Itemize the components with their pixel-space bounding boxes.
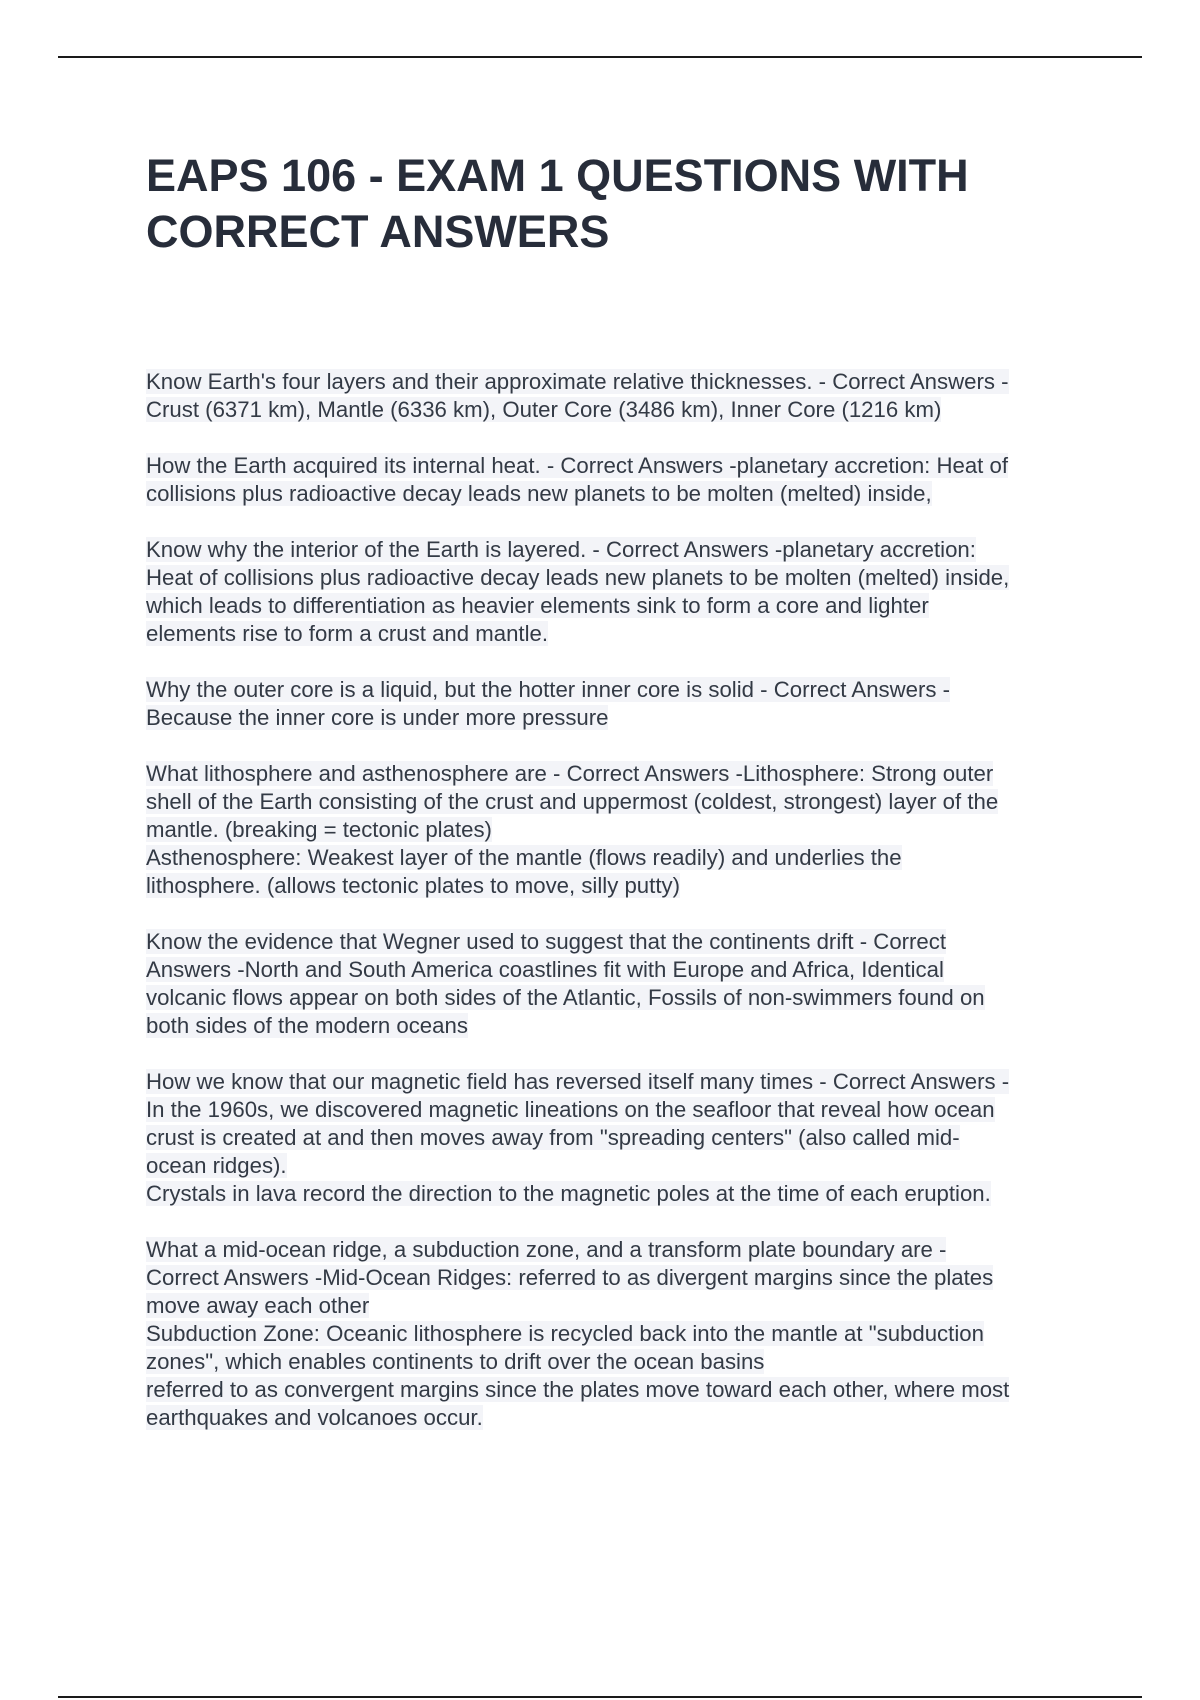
- qa-line: earthquakes and volcanoes occur.: [146, 1405, 483, 1430]
- qa-line: Answers -North and South America coastlines fit with Europe and Africa, Identical: [146, 957, 944, 982]
- qa-line: Know why the interior of the Earth is layered. - Correct Answers -planetary accretion:: [146, 537, 976, 562]
- qa-line: Correct Answers -Mid-Ocean Ridges: referred to as divergent margins since the plates: [146, 1265, 994, 1290]
- qa-line: move away each other: [146, 1293, 370, 1318]
- qa-list: [146, 368, 1092, 1460]
- qa-line: Because the inner core is under more pressure: [146, 705, 609, 730]
- qa-entry-continental-drift: [146, 928, 1092, 1040]
- qa-entry-earth-layers: [146, 368, 1092, 424]
- qa-line: crust is created at and then moves away from "spreading centers" (also called mid-: [146, 1125, 960, 1150]
- qa-line: referred to as convergent margins since the plates move toward each other, where most: [146, 1377, 1010, 1402]
- qa-line: Crust (6371 km), Mantle (6336 km), Outer Core (3486 km), Inner Core (1216 km): [146, 397, 942, 422]
- qa-line: zones", which enables continents to drift over the ocean basins: [146, 1349, 765, 1374]
- qa-line: Know Earth's four layers and their approximate relative thicknesses. - Correct Answers -: [146, 369, 1009, 394]
- qa-line: Asthenosphere: Weakest layer of the mantle (flows readily) and underlies the: [146, 845, 902, 870]
- title-line: CORRECT ANSWERS: [146, 206, 610, 257]
- qa-entry-lithosphere: [146, 760, 1092, 900]
- document-title: [146, 148, 1076, 260]
- qa-line: volcanic flows appear on both sides of the Atlantic, Fossils of non-swimmers found on: [146, 985, 985, 1010]
- qa-line: Know the evidence that Wegner used to suggest that the continents drift - Correct: [146, 929, 947, 954]
- qa-entry-internal-heat: [146, 452, 1092, 508]
- qa-line: shell of the Earth consisting of the crust and uppermost (coldest, strongest) layer of the: [146, 789, 999, 814]
- qa-line: How we know that our magnetic field has reversed itself many times - Correct Answers -: [146, 1069, 1010, 1094]
- title-line: EAPS 106 - EXAM 1 QUESTIONS WITH: [146, 150, 969, 201]
- bottom-rule: [58, 1696, 1142, 1698]
- qa-line: lithosphere. (allows tectonic plates to move, silly putty): [146, 873, 680, 898]
- qa-line: both sides of the modern oceans: [146, 1013, 468, 1038]
- qa-line: mantle. (breaking = tectonic plates): [146, 817, 492, 842]
- qa-line: Heat of collisions plus radioactive decay leads new planets to be molten (melted) inside,: [146, 565, 1010, 590]
- qa-line: which leads to differentiation as heavier elements sink to form a core and lighter: [146, 593, 929, 618]
- qa-line: collisions plus radioactive decay leads new planets to be molten (melted) inside,: [146, 481, 932, 506]
- qa-line: In the 1960s, we discovered magnetic lineations on the seafloor that reveal how ocean: [146, 1097, 995, 1122]
- qa-line: Subduction Zone: Oceanic lithosphere is recycled back into the mantle at "subduction: [146, 1321, 984, 1346]
- qa-entry-outer-core: [146, 676, 1092, 732]
- qa-line: How the Earth acquired its internal heat. - Correct Answers -planetary accretion: Heat of: [146, 453, 1009, 478]
- qa-entry-plate-boundaries: [146, 1236, 1092, 1432]
- qa-line: elements rise to form a crust and mantle.: [146, 621, 549, 646]
- qa-entry-layered-interior: [146, 536, 1092, 648]
- qa-line: Crystals in lava record the direction to the magnetic poles at the time of each eruption.: [146, 1181, 991, 1206]
- qa-entry-magnetic-reversal: [146, 1068, 1092, 1208]
- qa-line: What a mid-ocean ridge, a subduction zone, and a transform plate boundary are -: [146, 1237, 947, 1262]
- qa-line: ocean ridges).: [146, 1153, 287, 1178]
- qa-line: What lithosphere and asthenosphere are - Correct Answers -Lithosphere: Strong outer: [146, 761, 994, 786]
- qa-line: Why the outer core is a liquid, but the hotter inner core is solid - Correct Answers -: [146, 677, 951, 702]
- top-rule: [58, 56, 1142, 58]
